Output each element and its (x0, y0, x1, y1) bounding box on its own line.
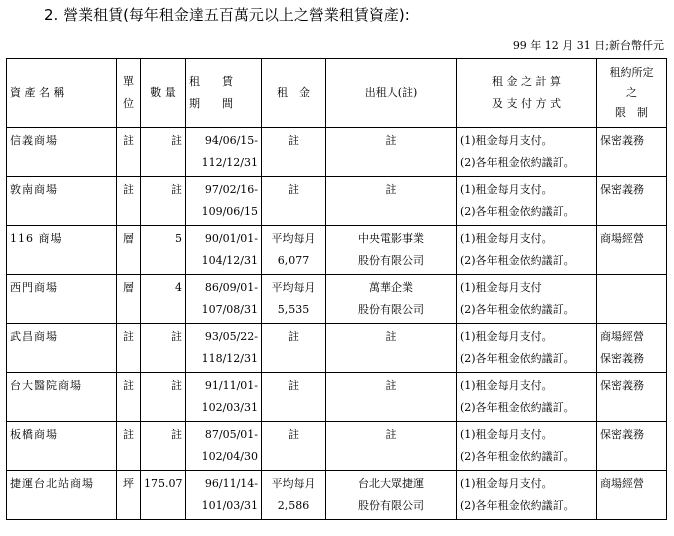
lease-period-cell-line1: 93/05/22- (204, 330, 258, 343)
lessor-cell (326, 275, 457, 324)
asset-name-cell-line1: 敦南商場 (10, 183, 58, 196)
header-restriction-line3: 限 制 (615, 106, 648, 119)
restriction-text: 商場經營 (600, 232, 644, 245)
header-method-line1: 租 金 之 計 算 (492, 75, 561, 88)
asset-name-cell (7, 226, 117, 275)
calc-method-cell-line2: (2)各年租金依約議訂。 (460, 352, 575, 365)
rent-cell-line1: 平均每月 (271, 232, 316, 245)
calc-method-cell (457, 128, 597, 177)
unit-cell (117, 373, 141, 422)
restriction-cell (597, 275, 667, 324)
asset-name-cell (7, 324, 117, 373)
calc-method-cell-line2: (2)各年租金依約議訂。 (460, 303, 575, 316)
header-period-line1: 租 賃 (189, 75, 233, 88)
rent-cell-line1: 註 (288, 134, 299, 147)
table-row (7, 373, 667, 422)
unit-note: 99 年 12 月 31 日;新台幣仟元 (512, 39, 664, 52)
quantity-cell (141, 128, 186, 177)
lease-period-cell-line2: 109/06/15 (201, 205, 258, 218)
lessor-cell-line1: 註 (385, 183, 397, 196)
lease-period-cell-line2: 107/08/31 (201, 303, 258, 316)
header-rent-text: 租 金 (277, 86, 310, 99)
calc-method-cell (457, 422, 597, 471)
rent-cell-line2: 2,586 (277, 499, 310, 512)
quantity-cell-line1: 註 (171, 379, 182, 392)
unit-cell (117, 324, 141, 373)
calc-method-cell-line2: (2)各年租金依約議訂。 (460, 205, 575, 218)
restriction-text: 保密義務 (600, 183, 644, 196)
header-rent (262, 59, 326, 128)
calc-method-cell-line2: (2)各年租金依約議訂。 (460, 401, 575, 414)
quantity-cell-line1: 註 (171, 428, 182, 441)
rent-cell-line1: 註 (288, 428, 299, 441)
unit-cell (117, 226, 141, 275)
quantity-cell (141, 226, 186, 275)
calc-method-cell-line2: (2)各年租金依約議訂。 (460, 254, 575, 267)
table-row (7, 324, 667, 373)
quantity-cell (141, 422, 186, 471)
unit-cell (117, 275, 141, 324)
table-row (7, 422, 667, 471)
lease-period-cell (186, 275, 262, 324)
asset-name-cell (7, 373, 117, 422)
asset-name-cell-line1: 板橋商場 (10, 428, 58, 441)
calc-method-cell-line1: (1)租金每月支付。 (460, 330, 553, 343)
header-lease-period (186, 59, 262, 128)
lease-period-cell-line1: 91/11/01- (204, 379, 258, 392)
unit-cell-line1: 註 (123, 428, 134, 441)
asset-name-cell-line1: 武昌商場 (10, 330, 58, 343)
rent-cell-line1: 註 (288, 183, 299, 196)
rent-cell-line1: 平均每月 (271, 477, 316, 490)
asset-name-cell (7, 422, 117, 471)
asset-name-cell (7, 471, 117, 520)
quantity-cell (141, 471, 186, 520)
lessor-cell (326, 128, 457, 177)
quantity-cell (141, 177, 186, 226)
lessor-cell (326, 422, 457, 471)
calc-method-cell-line1: (1)租金每月支付。 (460, 232, 553, 245)
lessor-cell-line1: 註 (385, 330, 397, 343)
restriction-cell (597, 226, 667, 275)
rent-cell-line2: 5,535 (277, 303, 310, 316)
header-restriction (597, 59, 667, 128)
calc-method-cell-line1: (1)租金每月支付。 (460, 183, 553, 196)
lessor-cell (326, 324, 457, 373)
lessor-cell-line1: 註 (385, 379, 397, 392)
rent-cell (262, 324, 326, 373)
lease-period-cell-line1: 86/09/01- (204, 281, 258, 294)
unit-cell-line1: 註 (123, 183, 134, 196)
asset-name-cell-line1: 捷運台北站商場 (10, 477, 94, 490)
lease-period-cell-line2: 118/12/31 (201, 352, 258, 365)
lease-period-cell (186, 128, 262, 177)
rent-cell-line2: 6,077 (277, 254, 310, 267)
calc-method-cell-line1: (1)租金每月支付。 (460, 428, 553, 441)
lessor-cell-line1: 台北大眾捷運 (358, 477, 424, 490)
table-row (7, 177, 667, 226)
rent-cell (262, 128, 326, 177)
calc-method-cell-line1: (1)租金每月支付。 (460, 134, 553, 147)
unit-cell (117, 177, 141, 226)
header-restriction-line2: 之 (626, 86, 637, 99)
header-unit-line1: 單 (123, 75, 134, 88)
lessor-cell (326, 373, 457, 422)
unit-cell-line1: 註 (123, 330, 134, 343)
rent-cell (262, 422, 326, 471)
header-quantity-text: 數 量 (150, 86, 176, 99)
lease-period-cell-line2: 102/04/30 (201, 450, 258, 463)
lessor-cell-line1: 註 (385, 428, 397, 441)
lease-period-cell (186, 471, 262, 520)
asset-name-cell (7, 275, 117, 324)
asset-name-cell-line1: 116 商場 (10, 232, 63, 245)
lessor-cell-line1: 萬華企業 (369, 281, 413, 294)
lease-period-cell (186, 177, 262, 226)
quantity-cell-line1: 4 (175, 281, 182, 294)
calc-method-cell-line1: (1)租金每月支付 (460, 281, 542, 294)
header-method-line2: 及 支 付 方 式 (492, 97, 561, 110)
header-asset-name (7, 59, 117, 128)
restriction-cell (597, 471, 667, 520)
unit-cell-line1: 註 (123, 134, 134, 147)
asset-name-cell (7, 177, 117, 226)
restriction-cell (597, 324, 667, 373)
unit-cell (117, 128, 141, 177)
unit-cell-line1: 層 (123, 232, 134, 245)
rent-cell-line1: 註 (288, 379, 299, 392)
header-lessor (326, 59, 457, 128)
quantity-cell-line1: 註 (171, 183, 182, 196)
rent-cell-line1: 註 (288, 330, 299, 343)
rent-cell (262, 226, 326, 275)
lease-period-cell-line2: 101/03/31 (201, 499, 258, 512)
lease-period-cell-line1: 94/06/15- (204, 134, 258, 147)
header-restriction-line1: 租約所定 (609, 66, 654, 79)
restriction-text: 商場經營 (600, 477, 644, 490)
lease-period-cell (186, 422, 262, 471)
lease-period-cell-line1: 96/11/14- (204, 477, 258, 490)
lease-period-cell-line1: 97/02/16- (204, 183, 258, 196)
calc-method-cell-line2: (2)各年租金依約議訂。 (460, 156, 575, 169)
calc-method-cell (457, 226, 597, 275)
calc-method-cell-line1: (1)租金每月支付。 (460, 477, 553, 490)
rent-cell (262, 373, 326, 422)
lease-table (6, 58, 667, 520)
rent-cell (262, 471, 326, 520)
lessor-cell-line2: 股份有限公司 (358, 303, 424, 316)
table-row (7, 471, 667, 520)
restriction-text: 保密義務 (600, 379, 644, 392)
lease-period-cell-line2: 104/12/31 (201, 254, 258, 267)
calc-method-cell (457, 471, 597, 520)
lease-period-cell (186, 226, 262, 275)
lessor-cell (326, 226, 457, 275)
restriction-text: 保密義務 (600, 428, 644, 441)
table-row (7, 128, 667, 177)
header-unit (117, 59, 141, 128)
lease-period-cell (186, 373, 262, 422)
rent-cell (262, 177, 326, 226)
lease-period-cell-line2: 112/12/31 (201, 156, 258, 169)
quantity-cell (141, 275, 186, 324)
quantity-cell (141, 373, 186, 422)
asset-name-cell-line1: 信義商場 (10, 134, 58, 147)
asset-name-cell-line1: 西門商場 (10, 281, 58, 294)
lessor-cell (326, 177, 457, 226)
restriction-cell (597, 422, 667, 471)
lessor-cell-line1: 中央電影事業 (358, 232, 424, 245)
rent-cell-line1: 平均每月 (271, 281, 316, 294)
unit-cell-line1: 註 (123, 379, 134, 392)
restriction-text: 商場經營 保密義務 (600, 330, 644, 365)
quantity-cell-line1: 註 (171, 330, 182, 343)
unit-cell-line1: 坪 (123, 477, 134, 490)
quantity-cell-line1: 註 (171, 134, 182, 147)
rent-cell (262, 275, 326, 324)
calc-method-cell-line2: (2)各年租金依約議訂。 (460, 450, 575, 463)
quantity-cell-line1: 175.07 (144, 477, 183, 490)
quantity-cell-line1: 5 (175, 232, 182, 245)
calc-method-cell-line2: (2)各年租金依約議訂。 (460, 499, 575, 512)
restriction-cell (597, 128, 667, 177)
lease-period-cell-line1: 90/01/01- (204, 232, 258, 245)
header-quantity (141, 59, 186, 128)
asset-name-cell (7, 128, 117, 177)
table-row (7, 275, 667, 324)
unit-cell (117, 471, 141, 520)
restriction-text: 保密義務 (600, 134, 644, 147)
calc-method-cell (457, 275, 597, 324)
header-asset-name-text: 資 產 名 稱 (10, 86, 65, 99)
lease-period-cell (186, 324, 262, 373)
table-row (7, 226, 667, 275)
restriction-cell (597, 373, 667, 422)
restriction-cell (597, 177, 667, 226)
lessor-cell (326, 471, 457, 520)
lease-period-cell-line2: 102/03/31 (201, 401, 258, 414)
section-title: 2. 營業租賃(每年租金達五百萬元以上之營業租賃資產): (44, 6, 410, 24)
header-lessor-text: 出租人(註) (364, 86, 418, 99)
calc-method-cell (457, 373, 597, 422)
lessor-cell-line2: 股份有限公司 (358, 254, 424, 267)
quantity-cell (141, 324, 186, 373)
table-body (7, 128, 667, 520)
calc-method-cell (457, 177, 597, 226)
lessor-cell-line1: 註 (385, 134, 397, 147)
calc-method-cell-line1: (1)租金每月支付。 (460, 379, 553, 392)
calc-method-cell (457, 324, 597, 373)
header-row (7, 59, 667, 128)
header-calc-method (457, 59, 597, 128)
header-unit-line2: 位 (123, 97, 134, 110)
asset-name-cell-line1: 台大醫院商場 (10, 379, 82, 392)
unit-cell (117, 422, 141, 471)
lease-period-cell-line1: 87/05/01- (204, 428, 258, 441)
header-period-line2: 期 間 (189, 97, 233, 110)
lessor-cell-line2: 股份有限公司 (358, 499, 424, 512)
unit-cell-line1: 層 (123, 281, 134, 294)
